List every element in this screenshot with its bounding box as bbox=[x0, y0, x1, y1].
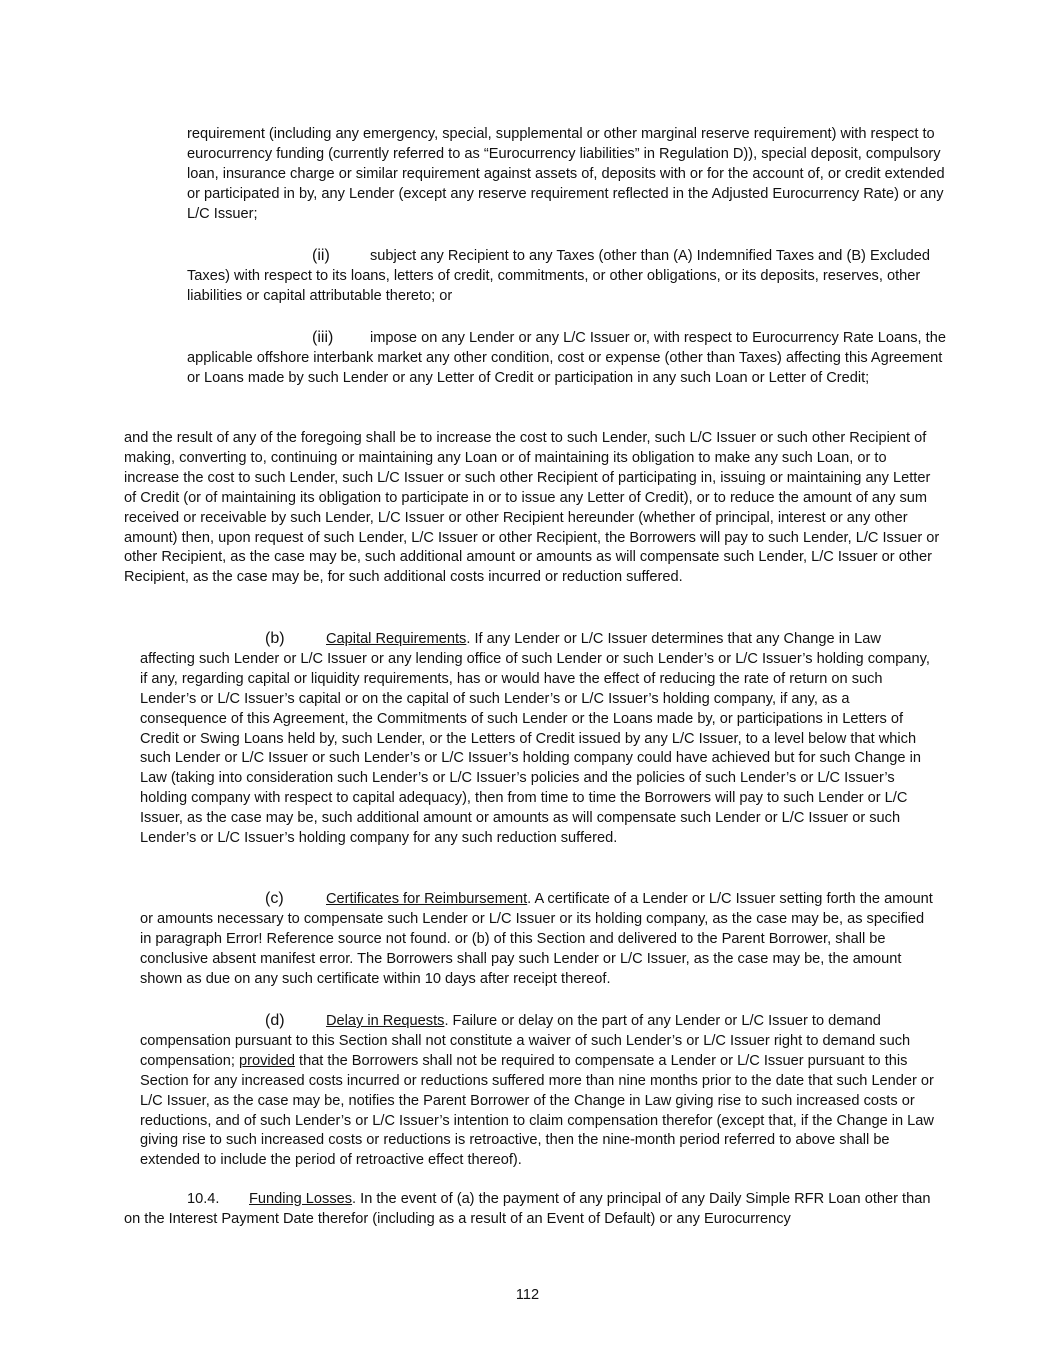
continuation-text: requirement (including any emergency, special, supplemental or other marginal reserve requirement) with respect to eurocurrency funding (currently referred to as “Eurocurrency liabilities” in Regulation D)), special deposit, compulsory loan, insurance charge or similar requirement against assets of, deposits with or for the account of, or credit extended or participated in by, any Lender (except any reserve requirement reflected in the Adjusted Eurocurrency Rate) or any L/C Issuer; bbox=[187, 126, 945, 222]
page-number: 112 bbox=[515, 1287, 540, 1303]
section-c-heading: Certificates for Reimbursement bbox=[326, 891, 528, 907]
section-b-text: . If any Lender or L/C Issuer determines that any Change in Law affecting such Lender or L/C Issuer or any lending office of such Lender or such Lender’s or L/C Issuer’s holding company, if any, regarding capital or liquidity requirements, has or would have the effect of reducing the rate of return on such Lender’s or L/C Issuer’s capital or on the capital of such Lender’s or L/C Issuer’s holding company, if any, as a consequence of this Agreement, the Commitments of such Lender or the Loans made by, or participations in Letters of Credit or Swing Loans held by, such Lender, or the Letters of Credit issued by any L/C Issuer, to a level below that which such Lender or L/C Issuer or such Lender’s or L/C Issuer’s holding company could have achieved but for such Change in Law (taking into consideration such Lender’s or L/C Issuer’s policies and the policies of such Lender’s or L/C Issuer’s holding company with respect to capital adequacy), then from time to time the Borrowers will pay to such Lender or L/C Issuer, as the case may be, such additional amount or amounts as will compensate such Lender or L/C Issuer or such Lender’s or L/C Issuer’s holding company for any such reduction suffered. bbox=[140, 631, 930, 847]
section-d-label: (d) bbox=[265, 1012, 285, 1029]
continuation-paragraph bbox=[187, 125, 947, 225]
clause-ii-label: (ii) bbox=[312, 247, 330, 264]
clause-ii bbox=[187, 246, 947, 307]
section-b-label: (b) bbox=[265, 630, 285, 647]
result-paragraph bbox=[124, 429, 944, 588]
section-d-text-before: . Failure or delay on the part of any Lender or L/C Issuer to demand compensation pursuant to this Section shall not constitute a waiver of such Lender’s or L/C Issuer right to demand such compensation; bbox=[140, 1013, 911, 1069]
section-d-provided: provided bbox=[238, 1052, 295, 1069]
section-c-text: . A certificate of a Lender or L/C Issuer setting forth the amount or amounts necessary to compensate such Lender or L/C Issuer or its holding company, as the case may be, as specified in paragraph Error! Reference source not found. or (b) of this Section and delivered to the Parent Borrower, shall be conclusive absent manifest error. The Borrowers shall pay such Lender or L/C Issuer, as the case may be, the amount shown as due on any such certificate within 10 days after receipt thereof. bbox=[140, 891, 933, 987]
section-c bbox=[140, 889, 935, 990]
result-text: and the result of any of the foregoing shall be to increase the cost to such Lender, such L/C Issuer or such other Recipient of making, converting to, continuing or maintaining any Loan or of maintaining its obligation to make any such Loan, or to increase the cost to such Lender, such L/C Issuer or such other Recipient of participating in, issuing or maintaining any Letter of Credit (or of maintaining its obligation to participate in or to issue any Letter of Credit), or to reduce the amount of any sum received or receivable by such Lender, L/C Issuer or other Recipient hereunder (whether of principal, interest or any other amount) then, upon request of such Lender, L/C Issuer or other Recipient, the Borrowers will pay to such Lender, L/C Issuer or other Recipient, as the case may be, such additional amount or amounts as will compensate such Lender, L/C Issuer or other Recipient, as the case may be, for such additional costs incurred or reduction suffered. bbox=[124, 430, 940, 586]
section-10-4-label: 10.4. bbox=[187, 1191, 220, 1207]
clause-iii bbox=[187, 328, 947, 389]
section-c-label: (c) bbox=[265, 890, 284, 907]
clause-iii-label: (iii) bbox=[312, 329, 334, 346]
section-10-4 bbox=[124, 1190, 944, 1230]
section-b-heading: Capital Requirements bbox=[326, 631, 467, 647]
section-10-4-heading: Funding Losses bbox=[249, 1191, 353, 1207]
section-d-text-after: that the Borrowers shall not be required to compensate a Lender or L/C Issuer pursuant to this Section for any increased costs incurred or reductions suffered more than nine months prior to the date that such Lender or L/C Issuer, as the case may be, notifies the Parent Borrower of the Change in Law giving rise to such increased costs or reductions, and of such Lender’s or L/C Issuer’s intention to claim compensation therefor (except that, if the Change in Law giving rise to such increased costs or reductions is retroactive, then the nine-month period referred to above shall be extended to include the period of retroactive effect thereof). bbox=[140, 1052, 934, 1169]
section-d-heading: Delay in Requests bbox=[326, 1013, 445, 1029]
section-10-4-text: . In the event of (a) the payment of any principal of any Daily Simple RFR Loan other than on the Interest Payment Date therefor (including as a result of an Event of Default) or any Eurocurrency bbox=[124, 1191, 931, 1227]
clause-ii-text: subject any Recipient to any Taxes (other than (A) Indemnified Taxes and (B) Excluded Taxes) with respect to its loans, letters of credit, commitments, or other obligations, or its deposits, reserves, other liabilities or capital attributable thereto; or bbox=[187, 248, 931, 304]
section-b bbox=[140, 629, 935, 849]
clause-iii-text: impose on any Lender or any L/C Issuer or, with respect to Eurocurrency Rate Loans, the applicable offshore interbank market any other condition, cost or expense (other than Taxes) affecting this Agreement or Loans made by such Lender or any Letter of Credit or participation in any such Loan or Letter of Credit; bbox=[187, 330, 946, 386]
section-d bbox=[140, 1011, 935, 1171]
